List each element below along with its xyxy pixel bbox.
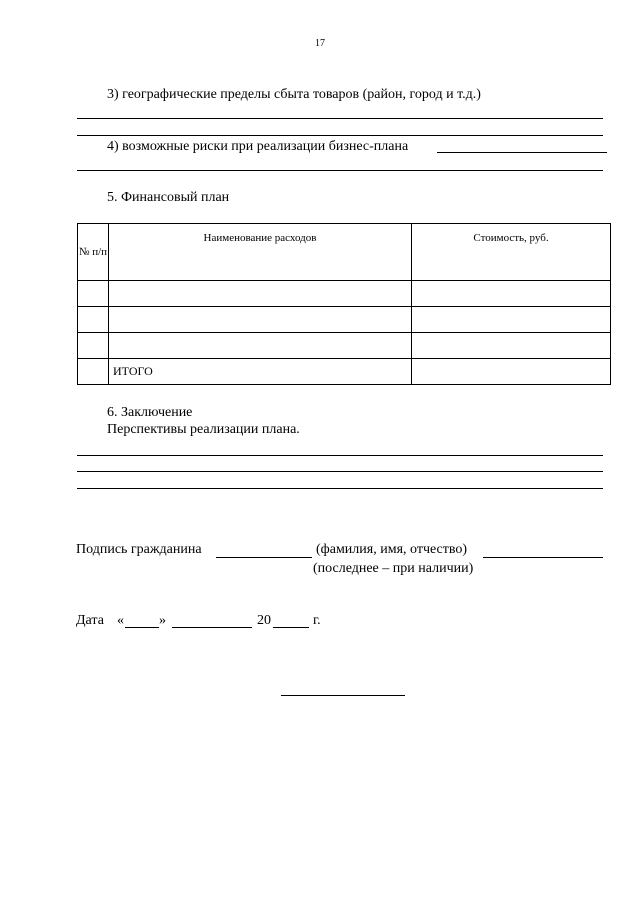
signature-line: [216, 557, 312, 558]
section5-title: 5. Финансовый план: [107, 190, 230, 205]
row-name: [109, 307, 412, 333]
date-day-line: [125, 627, 159, 628]
fio-line: [483, 557, 603, 558]
row-num: [78, 281, 109, 307]
row-total-label: ИТОГО: [109, 359, 412, 385]
section6-line-1: [77, 455, 603, 456]
header-cost: Стоимость, руб.: [412, 224, 611, 281]
row-name: [109, 333, 412, 359]
signature-fio-label: (фамилия, имя, отчество): [316, 542, 468, 557]
financial-plan-table: [77, 223, 611, 385]
section6-title: 6. Заключение: [107, 405, 193, 420]
table-row: [78, 281, 611, 307]
section6-subtitle: Перспективы реализации плана.: [107, 422, 300, 437]
row-num: [78, 359, 109, 385]
header-name: Наименование расходов: [109, 224, 412, 281]
table-row: [78, 307, 611, 333]
item3-label: 3) географические пределы сбыта товаров (район, город и т.д.): [107, 87, 481, 102]
section6-line-3: [77, 488, 603, 489]
date-open-quote: «: [117, 613, 124, 628]
date-label: Дата: [76, 613, 104, 628]
row-cost: [412, 333, 611, 359]
bottom-divider: [281, 695, 405, 696]
item4-inline-line: [437, 152, 607, 153]
row-name: [109, 281, 412, 307]
table-header-row: [78, 224, 611, 281]
header-num: № п/п: [78, 224, 109, 281]
page-number: 17: [315, 38, 325, 49]
date-year-line: [273, 627, 309, 628]
signature-note: (последнее – при наличии): [313, 561, 474, 576]
date-month-line: [172, 627, 252, 628]
date-close-quote: »: [159, 613, 166, 628]
signature-label: Подпись гражданина: [76, 542, 202, 557]
date-year-suffix: г.: [313, 613, 321, 628]
table-total-row: [78, 359, 611, 385]
row-cost: [412, 307, 611, 333]
section6-line-2: [77, 471, 603, 472]
item4-line-1: [77, 170, 603, 171]
row-cost: [412, 359, 611, 385]
item4-label: 4) возможные риски при реализации бизнес-плана: [107, 139, 409, 154]
table-row: [78, 333, 611, 359]
row-num: [78, 333, 109, 359]
date-year-prefix: 20: [257, 613, 271, 628]
item3-line-1: [77, 118, 603, 119]
row-cost: [412, 281, 611, 307]
row-num: [78, 307, 109, 333]
item3-line-2: [77, 135, 603, 136]
